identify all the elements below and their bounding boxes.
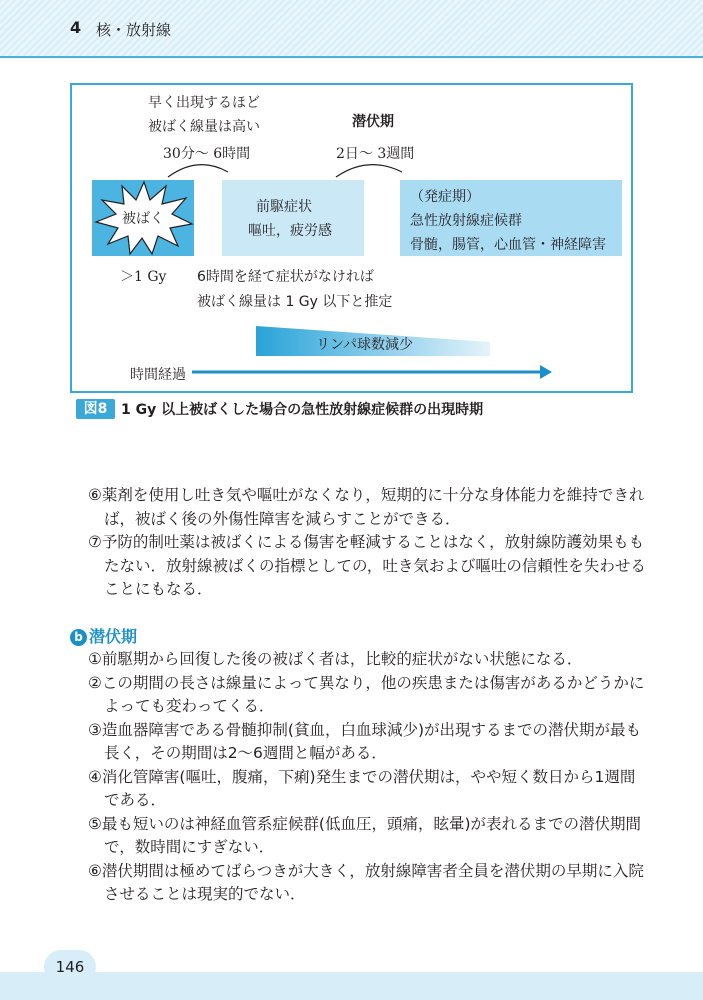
body-list-1: [88, 484, 648, 602]
note-6h-line1: 6時間を経て症状がなければ: [197, 269, 374, 285]
lymphocyte-label: リンパ球数減少: [316, 337, 414, 353]
latent-period-label: 潜伏期: [352, 114, 394, 130]
list-item: ③造血器障害である骨髄抑制(貧血，白血球減少)が出現するまでの潜伏期が最も長く，その期間は2～6週間と幅がある．: [88, 720, 641, 762]
list-item: ⑤最も短いのは神経血管系症候群(低血圧，頭痛，眩暈)が表れるまでの潜伏期間で，数時間にすぎない．: [88, 814, 641, 856]
note-early-line2: 被ばく線量は高い: [148, 119, 260, 135]
dose-label: ＞1 Gy: [120, 269, 167, 285]
note-6h-line2: 被ばく線量は 1 Gy 以下と推定: [197, 294, 393, 310]
span-prodromal: 30分～ 6時間: [163, 146, 251, 162]
note-early-line1: 早く出現するほど: [148, 95, 260, 111]
list-item: ⑥薬剤を使用し吐き気や嘔吐がなくなり，短期的に十分な身体能力を維持できれば，被ばく後の外傷性障害を減らすことができる．: [88, 486, 645, 528]
time-arrow: [0, 0, 703, 400]
prodromal-title: 前駆症状: [256, 199, 312, 215]
time-axis-label: 時間経過: [130, 367, 186, 383]
section-heading: [70, 624, 137, 647]
manifest-title: 急性放射線症候群: [410, 213, 522, 229]
section-badge: b: [70, 629, 87, 646]
span-latent: 2日～ 3週間: [336, 146, 415, 162]
list-item: ④消化管障害(嘔吐，腹痛，下痢)発生までの潜伏期は，やや短く数日から1週間である．: [88, 767, 636, 809]
page-number: 146: [44, 950, 96, 984]
figure-caption: 1 Gy 以上被ばくした場合の急性放射線症候群の出現時期: [121, 402, 484, 418]
prodromal-symptoms: 嘔吐，疲労感: [248, 223, 332, 239]
section-title: 潜伏期: [89, 627, 138, 646]
manifest-phase-label: （発症期）: [410, 189, 480, 205]
body-list-2: [88, 648, 648, 907]
list-item: ⑦予防的制吐薬は被ばくによる傷害を軽減することはなく，放射線防護効果ももたない．放射線被ばくの指標としての，吐き気および嘔吐の信頼性を失わせることにもなる．: [88, 533, 646, 598]
list-item: ⑥潜伏期間は極めてばらつきが大きく，放射線障害者全員を潜伏期の早期に入院させることは現実的でない．: [88, 861, 644, 903]
page-footer: [0, 972, 703, 1000]
list-item: ②この期間の長さは線量によって異なり，他の疾患または傷害があるかどうかによっても変わってくる．: [88, 673, 645, 715]
exposure-label: 被ばく: [122, 211, 164, 227]
chapter-number: 4: [70, 18, 82, 37]
chapter-title: 核・放射線: [96, 21, 172, 39]
list-item: ①前駆期から回復した後の被ばく者は，比較的症状がない状態になる．: [88, 650, 583, 668]
manifest-organs: 骨髄，腸管，心血管・神経障害: [410, 237, 606, 253]
figure-number-badge: 図8: [76, 399, 115, 419]
